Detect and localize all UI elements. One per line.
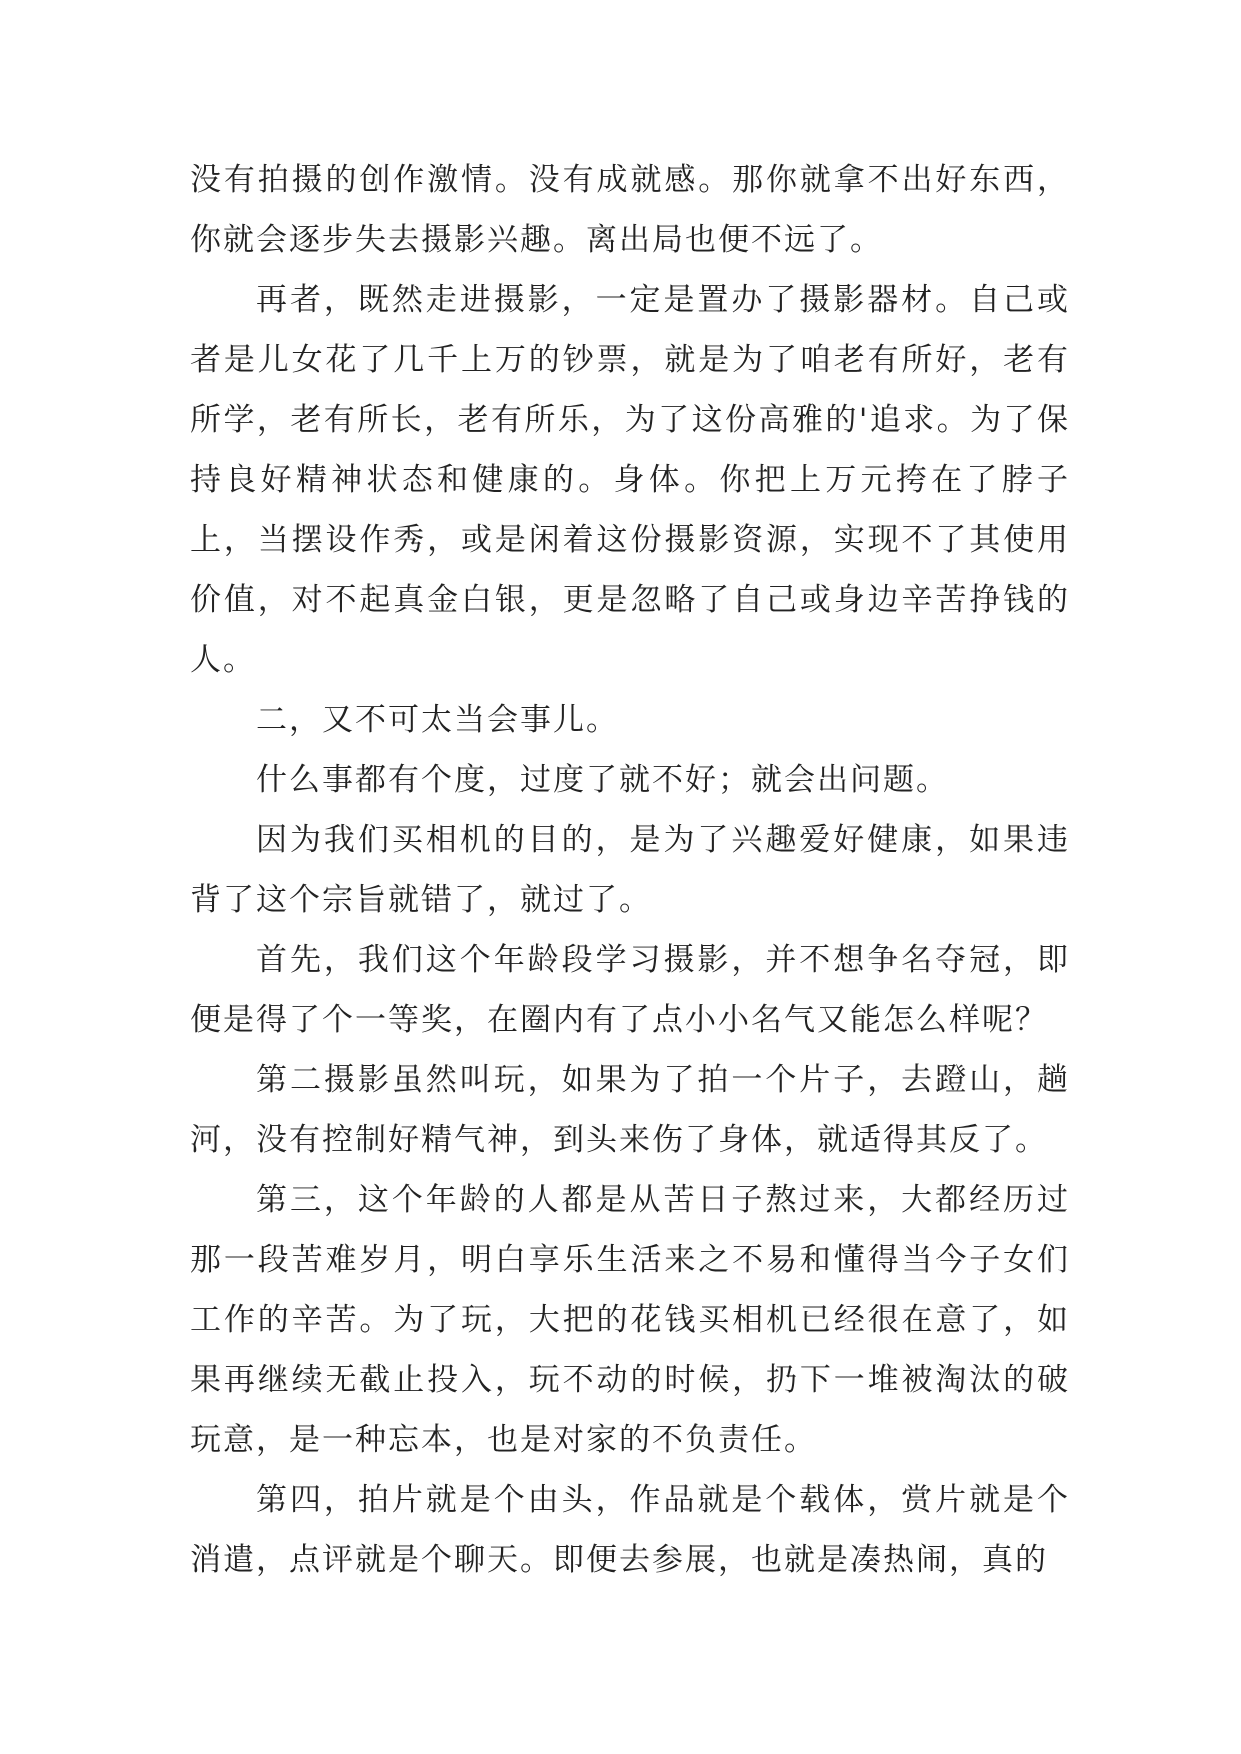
paragraph: 第三，这个年龄的人都是从苦日子熬过来，大都经历过那一段苦难岁月，明白享乐生活来之不易和懂得当今子女们工作的辛苦。为了玩，大把的花钱买相机已经很在意了，如果再继续无截止投入，玩不动的时候，扔下一堆被淘汰的破玩意，是一种忘本，也是对家的不负责任。 xyxy=(190,1182,1070,1458)
paragraph: 什么事都有个度，过度了就不好；就会出问题。 xyxy=(256,762,949,798)
section-heading: 二，又不可太当会事儿。 xyxy=(256,702,619,738)
paragraph: 没有拍摄的创作激情。没有成就感。那你就拿不出好东西，你就会逐步失去摄影兴趣。离出局也便不远了。 xyxy=(190,162,1070,258)
paragraph: 第二摄影虽然叫玩，如果为了拍一个片子，去蹬山，趟河，没有控制好精气神，到头来伤了身体，就适得其反了。 xyxy=(190,1062,1070,1158)
paragraph: 第四，拍片就是个由头，作品就是个载体，赏片就是个消遣，点评就是个聊天。即便去参展，也就是凑热闹，真的 xyxy=(190,1482,1070,1578)
paragraph: 因为我们买相机的目的，是为了兴趣爱好健康，如果违背了这个宗旨就错了，就过了。 xyxy=(190,822,1070,918)
paragraph: 首先，我们这个年龄段学习摄影，并不想争名夺冠，即便是得了个一等奖，在圈内有了点小小名气又能怎么样呢？ xyxy=(190,942,1070,1038)
body-text xyxy=(190,150,1070,1590)
paragraph: 再者，既然走进摄影，一定是置办了摄影器材。自己或者是儿女花了几千上万的钞票，就是为了咱老有所好，老有所学，老有所长，老有所乐，为了这份高雅的'追求。为了保持良好精神状态和健康的。身体。你把上万元挎在了脖子上，当摆设作秀，或是闲着这份摄影资源，实现不了其使用价值，对不起真金白银，更是忽略了自己或身边辛苦挣钱的人。 xyxy=(190,282,1070,678)
